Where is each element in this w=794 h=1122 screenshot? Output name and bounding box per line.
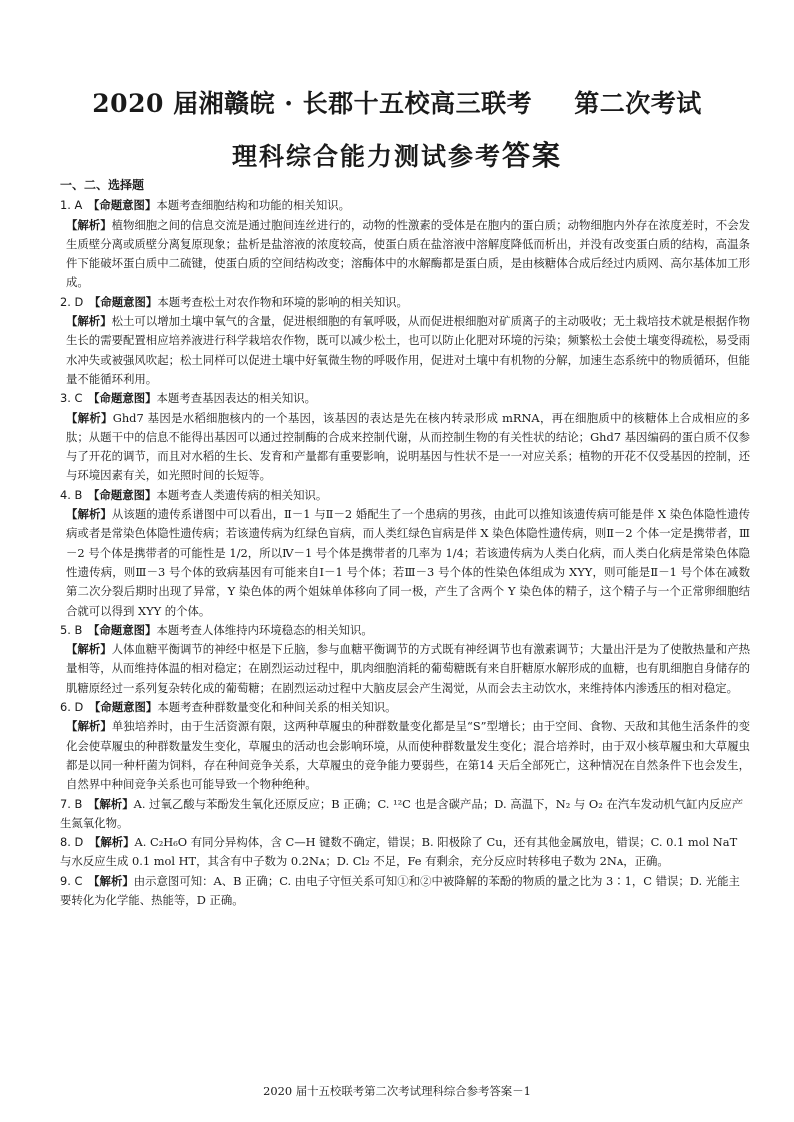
answer-item	[60, 698, 750, 794]
subtitle-answer: 答案	[502, 139, 563, 172]
page-subtitle	[0, 134, 794, 174]
intent-label: 【命题意图】	[88, 391, 157, 406]
answer-item	[60, 621, 750, 698]
explanation-label: 【解析】	[66, 719, 112, 734]
question-line	[60, 621, 750, 640]
answer-number: 7. B	[60, 796, 83, 811]
explanation-label: 【解析】	[88, 796, 134, 811]
intent-text: 本题考查细胞结构和功能的相关知识。	[156, 198, 350, 213]
explanation-text: 从该题的遗传系谱图中可以看出，Ⅱ－1 与Ⅱ－2 婚配生了一个患病的男孩，由此可以推知该遗传病可能是伴 X 染色体隐性遗传病或者是常染色体隐性遗传病；若该遗传病为红绿色盲病，而人类红绿色盲病是伴 X 染色体隐性遗传病，则Ⅱ－2 个体一定是携带者，Ⅲ－2 号个体是携带者的可能性是 1/2，所以Ⅳ－1 号个体是携带者的几率为 1/4；若该遗传病为人类白化病，而人类白化病是常染色体隐性遗传病，则Ⅲ－3 号个体的致病基因有可能来自Ⅰ－1 号个体；若Ⅲ－3 号个体的性染色体组成为 XYY，则可能是Ⅱ－1 号个体在减数第二次分裂后期时出现了异常，Y 染色体的两个姐妹单体移向了同一极，产生了含两个 Y 染色体的精子，这个精子与一个正常卵细胞结合就可以得到 XYY 的个体。	[66, 507, 750, 618]
page-footer: 2020 届十五校联考第二次考试理科综合参考答案－1	[263, 1084, 531, 1098]
explanation-block	[66, 640, 750, 698]
answer-item	[60, 196, 750, 292]
answer-number: 1. A	[60, 198, 83, 213]
answer-item	[60, 872, 750, 911]
answer-item	[60, 486, 750, 621]
intent-text: 本题考查人类遗传病的相关知识。	[156, 487, 328, 502]
subtitle-text: 理科综合能力测试参考	[231, 142, 502, 171]
section-title: 一、二、选择题	[60, 178, 145, 192]
answer-content	[60, 176, 750, 910]
explanation-label: 【解析】	[88, 873, 134, 888]
answer-number: 2. D	[60, 294, 84, 309]
intent-text: 本题考查种群数量变化和种间关系的相关知识。	[157, 700, 397, 715]
explanation-text: A. C₂H₆O 有同分异构体，含 C—H 键数不确定，错误；B. 阳极除了 Cu，还有其他金属放电，错误；C. 0.1 mol NaT 与水反应生成 0.1 mol HT，其含有中子数为 0.2Nᴀ；D. Cl₂ 不足，Fe 有剩余，充分反应时转移电子数为 2Nᴀ，正确。	[60, 835, 738, 869]
explanation-text: 植物细胞之间的信息交流是通过胞间连丝进行的，动物的性激素的受体是在胞内的蛋白质；动物细胞内外存在浓度差时，不会发生质壁分离或质壁分离复原现象；盐析是盐溶液的浓度较高，使蛋白质在盐溶液中溶解度降低而析出，并没有改变蛋白质的结构，高温条件下能破坏蛋白质中二硫键，使蛋白质的空间结构改变；溶酶体中的水解酶都是蛋白质，是由核糖体合成后经过内质网、高尔基体加工形成。	[66, 217, 750, 290]
answer-number: 5. B	[60, 622, 83, 637]
intent-label: 【命题意图】	[88, 294, 158, 309]
answer-item	[60, 293, 750, 389]
explanation-label: 【解析】	[88, 835, 135, 850]
explanation-label: 【解析】	[66, 642, 112, 657]
explanation-label: 【解析】	[66, 410, 113, 425]
explanation-text: 人体血糖平衡调节的神经中枢是下丘脑，参与血糖平衡调节的方式既有神经调节也有激素调节；大量出汗是为了使散热量和产热量相等，从而维持体温的相对稳定；在剧烈运动过程中，肌肉细胞消耗的葡萄糖既有来自肝糖原水解形成的血糖，也有肌细胞自身储存的肌糖原经过一系列复杂转化成的葡萄糖；在剧烈运动过程中大脑皮层会产生渴觉，从而会去主动饮水，来维持体内渗透压的相对稳定。	[66, 642, 750, 695]
intent-label: 【命题意图】	[88, 487, 157, 502]
question-line	[60, 872, 750, 911]
intent-text: 本题考查基因表达的相关知识。	[156, 391, 316, 406]
explanation-block	[66, 505, 750, 621]
explanation-text: 单独培养时，由于生活资源有限，这两种草履虫的种群数量变化都是呈“S”型增长；由于空间、食物、天敌和其他生活条件的变化会使草履虫的种群数量发生变化，草履虫的活动也会影响环境，从而使种群数量发生变化；混合培养时，由于双小核草履虫和大草履虫都是以同一种杆菌为饲料，存在种间竞争关系，大草履虫的竞争能力要弱些，在第14 天后全部死亡，这种情况在自然条件下也会发生，自然界中种间竞争关系也可能导致一个物种绝种。	[66, 719, 750, 792]
intent-label: 【命题意图】	[87, 198, 157, 213]
answer-item	[60, 833, 750, 872]
question-line	[60, 486, 750, 505]
answer-item	[60, 389, 750, 485]
question-line	[60, 389, 750, 408]
explanation-text: A. 过氧乙酸与苯酚发生氧化还原反应；B 正确；C. ¹²C 也是含碳产品；D. 高温下，N₂ 与 O₂ 在汽车发动机气缸内反应产生氮氧化物。	[60, 796, 744, 830]
explanation-text: 由示意图可知：A、B 正确；C. 由电子守恒关系可知①和②中被降解的苯酚的物质的量之比为 3∶1，C 错误；D. 光能主要转化为化学能、热能等，D 正确。	[60, 873, 740, 907]
title-main: 2020 届湘赣皖 · 长郡十五校高三联考	[92, 89, 533, 118]
question-line	[60, 196, 750, 215]
explanation-block	[66, 409, 750, 486]
answer-number: 9. C	[60, 873, 83, 888]
explanation-text: Ghd7 基因是水稻细胞核内的一个基因，该基因的表达是先在核内转录形成 mRNA，再在细胞质中的核糖体上合成相应的多肽；从题干中的信息不能得出基因可以通过控制酶的合成来控制代谢，从而控制生物的有关性状的结论；Ghd7 基因编码的蛋白质不仅参与了开花的调节，而且对水稻的生长、发育和产量都有重要影响，说明基因与性状不是一一对应关系；植物的开花不仅受基因的控制，还与环境因素有关，如光照时间的长短等。	[66, 410, 750, 483]
explanation-block	[66, 216, 750, 293]
intent-text: 本题考查人体维持内环境稳态的相关知识。	[156, 622, 373, 637]
explanation-label: 【解析】	[66, 314, 112, 329]
answer-number: 3. C	[60, 391, 83, 406]
answer-list	[60, 196, 750, 910]
answer-number: 4. B	[60, 487, 83, 502]
answer-number: 8. D	[60, 835, 84, 850]
intent-label: 【命题意图】	[88, 700, 158, 715]
page-title	[0, 84, 794, 120]
explanation-label: 【解析】	[66, 217, 112, 232]
title-exam: 第二次考试	[574, 89, 702, 118]
question-line	[60, 698, 750, 717]
question-line	[60, 833, 750, 872]
intent-text: 本题考查松土对农作物和环境的影响的相关知识。	[157, 294, 408, 309]
explanation-block	[66, 717, 750, 794]
intent-label: 【命题意图】	[88, 622, 157, 637]
explanation-text: 松土可以增加土壤中氧气的含量，促进根细胞的有氧呼吸，从而促进根细胞对矿质离子的主动吸收；无土栽培技术就是根据作物生长的需要配置相应培养液进行科学栽培农作物，既可以减少松土，也可以防止化肥对环境的污染；频繁松土会使土壤变得疏松，易受雨水冲失或被强风吹起；松土同样可以促进土壤中好氧微生物的呼吸作用，促进对土壤中有机物的分解，加速生态系统中的物质循环，但能量不能循环利用。	[66, 314, 750, 386]
explanation-block	[66, 312, 750, 389]
answer-item	[60, 795, 750, 834]
answer-number: 6. D	[60, 700, 84, 715]
question-line	[60, 293, 750, 312]
explanation-label: 【解析】	[66, 507, 112, 522]
question-line	[60, 795, 750, 834]
